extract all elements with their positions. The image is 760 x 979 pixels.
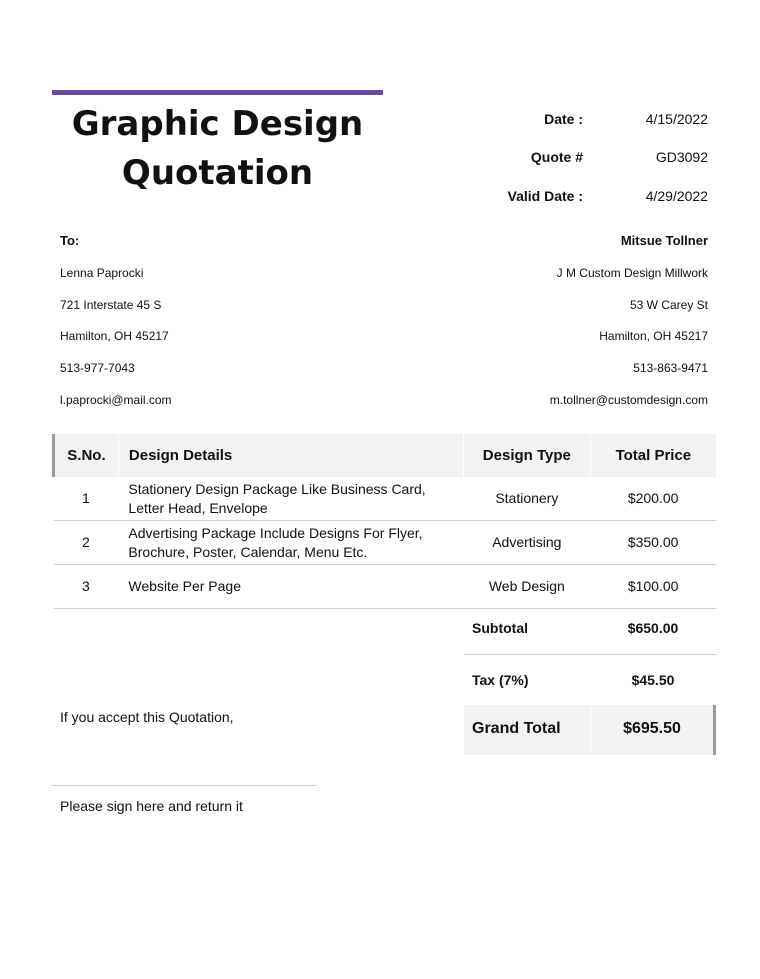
header-design-details: Design Details xyxy=(118,434,463,477)
row-number: 3 xyxy=(54,565,119,609)
row-type: Stationery xyxy=(463,477,590,521)
sender-email: m.tollner@customdesign.com xyxy=(549,393,708,407)
row-number: 2 xyxy=(54,521,119,565)
title-accent-bar xyxy=(52,90,383,95)
sender-city: Hamilton, OH 45217 xyxy=(599,329,708,343)
table-row xyxy=(54,477,717,521)
recipient-city: Hamilton, OH 45217 xyxy=(60,329,169,343)
tax-label: Tax (7%) xyxy=(472,672,529,688)
subtotal-value: $650.00 xyxy=(627,620,679,636)
acceptance-text: If you accept this Quotation, xyxy=(60,709,234,725)
row-type: Advertising xyxy=(463,521,590,565)
valid-date-label: Valid Date : xyxy=(507,188,583,204)
row-price: $350.00 xyxy=(590,521,716,565)
date-label: Date : xyxy=(544,111,583,127)
row-price: $200.00 xyxy=(590,477,716,521)
title-line-2: Quotation xyxy=(121,153,314,193)
tax-value: $45.50 xyxy=(631,672,675,688)
row-details xyxy=(118,521,463,565)
header-total-price: Total Price xyxy=(590,434,716,477)
sender-phone: 513-863-9471 xyxy=(633,361,708,375)
row-details xyxy=(118,565,463,609)
row-details-line-2: Brochure, Poster, Calendar, Menu Etc. xyxy=(128,543,368,560)
recipient-email: l.paprocki@mail.com xyxy=(60,393,172,407)
row-details-line-2: Letter Head, Envelope xyxy=(128,499,268,516)
grand-total-row xyxy=(464,705,716,755)
grand-total-value: $695.50 xyxy=(590,705,713,755)
quote-number-value: GD3092 xyxy=(655,149,708,165)
recipient-phone: 513-977-7043 xyxy=(60,361,135,375)
line-items-table xyxy=(52,434,716,609)
grand-total-label: Grand Total xyxy=(472,720,561,737)
header-sno: S.No. xyxy=(54,434,119,477)
row-details-line-1: Advertising Package Include Designs For Flyer, xyxy=(128,524,423,541)
row-number: 1 xyxy=(54,477,119,521)
subtotal-divider xyxy=(464,654,716,655)
page-title xyxy=(52,100,383,198)
table-row xyxy=(54,521,717,565)
subtotal-label: Subtotal xyxy=(472,620,528,636)
date-value: 4/15/2022 xyxy=(645,111,708,127)
sender-name: Mitsue Tollner xyxy=(620,233,708,248)
table-header-row xyxy=(54,434,717,477)
header-design-type: Design Type xyxy=(463,434,590,477)
signature-instruction: Please sign here and return it xyxy=(60,798,243,814)
signature-line xyxy=(52,785,317,786)
sender-street: 53 W Carey St xyxy=(629,298,708,312)
recipient-street: 721 Interstate 45 S xyxy=(60,298,162,312)
table-row xyxy=(54,565,717,609)
sender-company: J M Custom Design Millwork xyxy=(556,266,708,280)
row-type: Web Design xyxy=(463,565,590,609)
row-details-line-1: Website Per Page xyxy=(128,578,241,594)
recipient-name: Lenna Paprocki xyxy=(60,266,144,280)
to-heading: To: xyxy=(60,233,80,248)
title-line-1: Graphic Design xyxy=(71,104,364,144)
quote-number-label: Quote # xyxy=(530,149,583,165)
row-price: $100.00 xyxy=(590,565,716,609)
row-details xyxy=(118,477,463,521)
row-details-line-1: Stationery Design Package Like Business Card, xyxy=(128,480,426,497)
valid-date-value: 4/29/2022 xyxy=(645,188,708,204)
